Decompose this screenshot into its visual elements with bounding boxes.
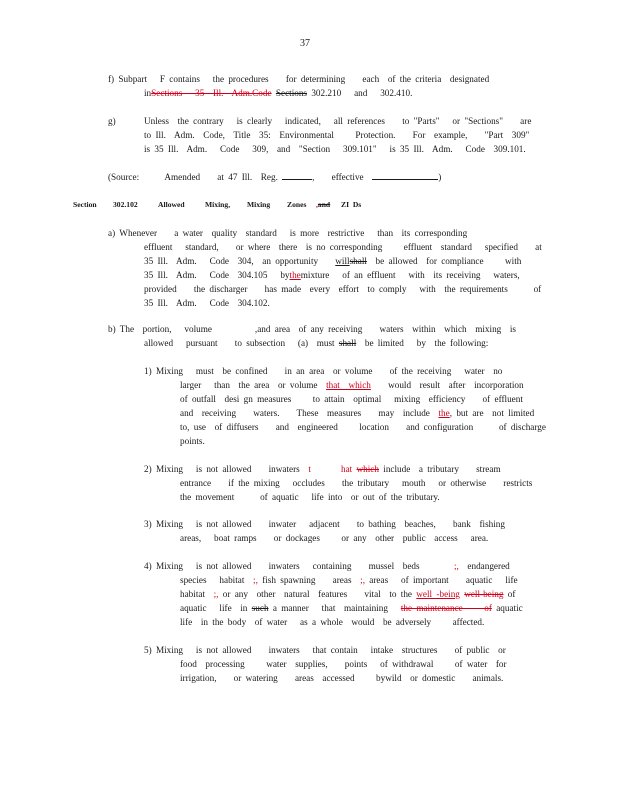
item-4-semicolon-3: ;, bbox=[360, 575, 365, 585]
para-b-shall: shall bbox=[338, 338, 357, 348]
para-a-line-3 bbox=[144, 256, 521, 267]
para-b-line-2 bbox=[144, 338, 488, 349]
item-4-line-2 bbox=[180, 575, 518, 586]
source-text: (Source: Amended at 47 Ill. Reg. bbox=[108, 172, 278, 182]
item-2-l1-rest: include a tributary stream bbox=[378, 464, 501, 474]
heading-word-allowed: Allowed bbox=[158, 200, 185, 209]
para-f-rest: 302.210 and 302.410. bbox=[307, 88, 413, 98]
item-2-line-3: the movement of aquatic life into or out of the tributary. bbox=[180, 492, 440, 502]
heading-word-zones: Zones bbox=[287, 200, 307, 209]
item-4-l3-pre: habitat bbox=[180, 589, 214, 599]
item-4-maintenance-deleted: the maintenance of bbox=[400, 603, 492, 613]
item-4-l3-mid: or any other natural features vital to the bbox=[218, 589, 417, 599]
item-4-l4-mid: a manner that maintaining bbox=[268, 603, 401, 613]
para-a-line-1: a) Whenever a water quality standard is more restrictive than its corresponding bbox=[108, 228, 468, 238]
item-3-line-1: 3) Mixing is not allowed inwater adjacent to bathing beaches, bank fishing bbox=[144, 519, 505, 529]
item-4-l1-rest: endangered bbox=[458, 561, 510, 571]
item-1-the: the bbox=[438, 408, 450, 418]
item-4-l2-rest: areas of important aquatic life bbox=[365, 575, 518, 585]
heading-red-comma: , bbox=[316, 200, 318, 209]
source-line bbox=[108, 171, 441, 183]
para-f-deleted-red: Sections 35 Ill. Adm.Code bbox=[151, 88, 272, 98]
para-a-line-5: provided the discharger has made every effort to comply with the requirements of bbox=[144, 284, 542, 294]
heading-word-mixing-1: Mixing, bbox=[205, 200, 231, 209]
para-a-shall: shall bbox=[349, 256, 367, 266]
reg-blank bbox=[282, 171, 312, 180]
item-2-that: t hat bbox=[308, 464, 353, 474]
para-f-deleted: Sections bbox=[275, 88, 308, 98]
item-1-l4-pre: and receiving waters. These measures may include bbox=[180, 408, 439, 418]
item-4-such: such bbox=[251, 603, 269, 613]
effective-blank bbox=[372, 171, 438, 180]
item-1-line-4 bbox=[180, 408, 534, 419]
para-f-line-1: f) Subpart F contains the procedures for determining each of the criteria designated bbox=[108, 74, 490, 84]
item-1-line-6: points. bbox=[180, 436, 205, 446]
item-5-line-1: 5) Mixing is not allowed inwaters that contain intake structures of public or bbox=[144, 645, 506, 655]
item-3-line-2: areas, boat ramps or dockages or any other public access area. bbox=[180, 533, 489, 543]
para-b-line-1: b) The portion, volume ,and area of any receiving waters within which mixing is bbox=[108, 324, 516, 334]
item-4-l2-mid: fish spawning areas bbox=[257, 575, 361, 585]
item-4-semicolon-1: ;, bbox=[453, 561, 459, 571]
item-4-l4-rest: aquatic bbox=[491, 603, 523, 613]
section-number: 302.102 bbox=[113, 200, 138, 209]
source-effective: , effective bbox=[312, 172, 364, 182]
item-1-l4-rest: , but are not limited bbox=[449, 408, 535, 418]
item-4-line-4 bbox=[180, 603, 523, 614]
para-b-l2-rest: be limited by the following: bbox=[356, 338, 489, 348]
item-2-which: which bbox=[356, 464, 379, 474]
heading-word-mixing-2: Mixing bbox=[247, 200, 271, 209]
item-4-line-3 bbox=[180, 589, 515, 600]
heading-and bbox=[316, 200, 330, 209]
para-g-line-1: Unless the contrary is clearly indicated, all references to "Parts" or "Sections" are bbox=[144, 116, 532, 126]
item-4-l4-pre: aquatic life in bbox=[180, 603, 252, 613]
para-a-the: the bbox=[289, 270, 301, 280]
para-f-line-2 bbox=[144, 88, 412, 99]
para-g-line-2: to Ill. Adm. Code, Title 35: Environmental Protection. For example, "Part 309" bbox=[144, 130, 530, 140]
item-1-l2-pre: larger than the area or volume bbox=[180, 380, 327, 390]
item-2-line-2: entrance if the mixing occludes the tributary mouth or otherwise restricts bbox=[180, 478, 533, 488]
item-4-line-1 bbox=[144, 561, 510, 572]
item-5-line-2: food processing water supplies, points of withdrawal of water for bbox=[180, 659, 507, 669]
para-a-l4-pre: 35 Ill. Adm. Code 304.105 by bbox=[144, 270, 290, 280]
item-1-line-1: 1) Mixing must be confined in an area or volume of the receiving water no bbox=[144, 366, 503, 376]
item-1-line-5: to, use of diffusers and engineered location and configuration of discharge bbox=[180, 422, 546, 432]
item-1-line-3: of outfall desi gn measures to attain optimal mixing efficiency of effluent bbox=[180, 394, 523, 404]
para-a-line-4 bbox=[144, 270, 520, 281]
item-4-line-5: life in the body of water as a whole would be adversely affected. bbox=[180, 617, 485, 627]
source-close: ) bbox=[438, 172, 442, 182]
item-2-line-1 bbox=[144, 464, 501, 475]
para-g-line-3: is 35 Ill. Adm. Code 309, and "Section 309.101" is 35 Ill. Adm. Code 309.101. bbox=[144, 144, 526, 154]
item-4-l1-pre: 4) Mixing is not allowed inwaters containing mussel beds bbox=[144, 561, 454, 571]
para-a-line-2: effluent standard, or where there is no corresponding effluent standard specified at bbox=[144, 242, 542, 252]
item-4-well-being-inserted: well -being bbox=[416, 589, 460, 599]
item-4-well-being-deleted: well-being bbox=[464, 589, 504, 599]
para-a-line-6: 35 Ill. Adm. Code 304.102. bbox=[144, 298, 270, 308]
item-1-that-which: that which bbox=[326, 380, 371, 390]
para-g-label: g) bbox=[108, 116, 116, 126]
para-a-will: will bbox=[335, 256, 350, 266]
item-4-l3-rest: of bbox=[503, 589, 516, 599]
item-4-l2-pre: species habitat bbox=[180, 575, 254, 585]
heading-word-and: and bbox=[317, 200, 331, 209]
item-5-line-3: irrigation, or watering areas accessed bywild or domestic animals. bbox=[180, 673, 504, 683]
item-4-semicolon-2: ;, bbox=[253, 575, 258, 585]
item-1-l2-rest: would result after incorporation bbox=[370, 380, 524, 390]
para-a-l3-pre: 35 Ill. Adm. Code 304, an opportunity bbox=[144, 256, 336, 266]
para-a-l4-rest: mixture of an effluent with its receiving waters, bbox=[300, 270, 520, 280]
para-a-l3-rest: be allowed for compliance with bbox=[366, 256, 522, 266]
heading-word-zids: ZI Ds bbox=[341, 200, 362, 209]
section-label: Section bbox=[73, 200, 97, 209]
para-f-in: in bbox=[144, 88, 152, 98]
para-b-l2-pre: allowed pursuant to subsection (a) must bbox=[144, 338, 339, 348]
item-2-l1-pre: 2) Mixing is not allowed inwaters bbox=[144, 464, 309, 474]
item-4-semicolon-4: ;, bbox=[213, 589, 219, 599]
item-1-line-2 bbox=[180, 380, 524, 391]
page-number: 37 bbox=[300, 38, 310, 49]
